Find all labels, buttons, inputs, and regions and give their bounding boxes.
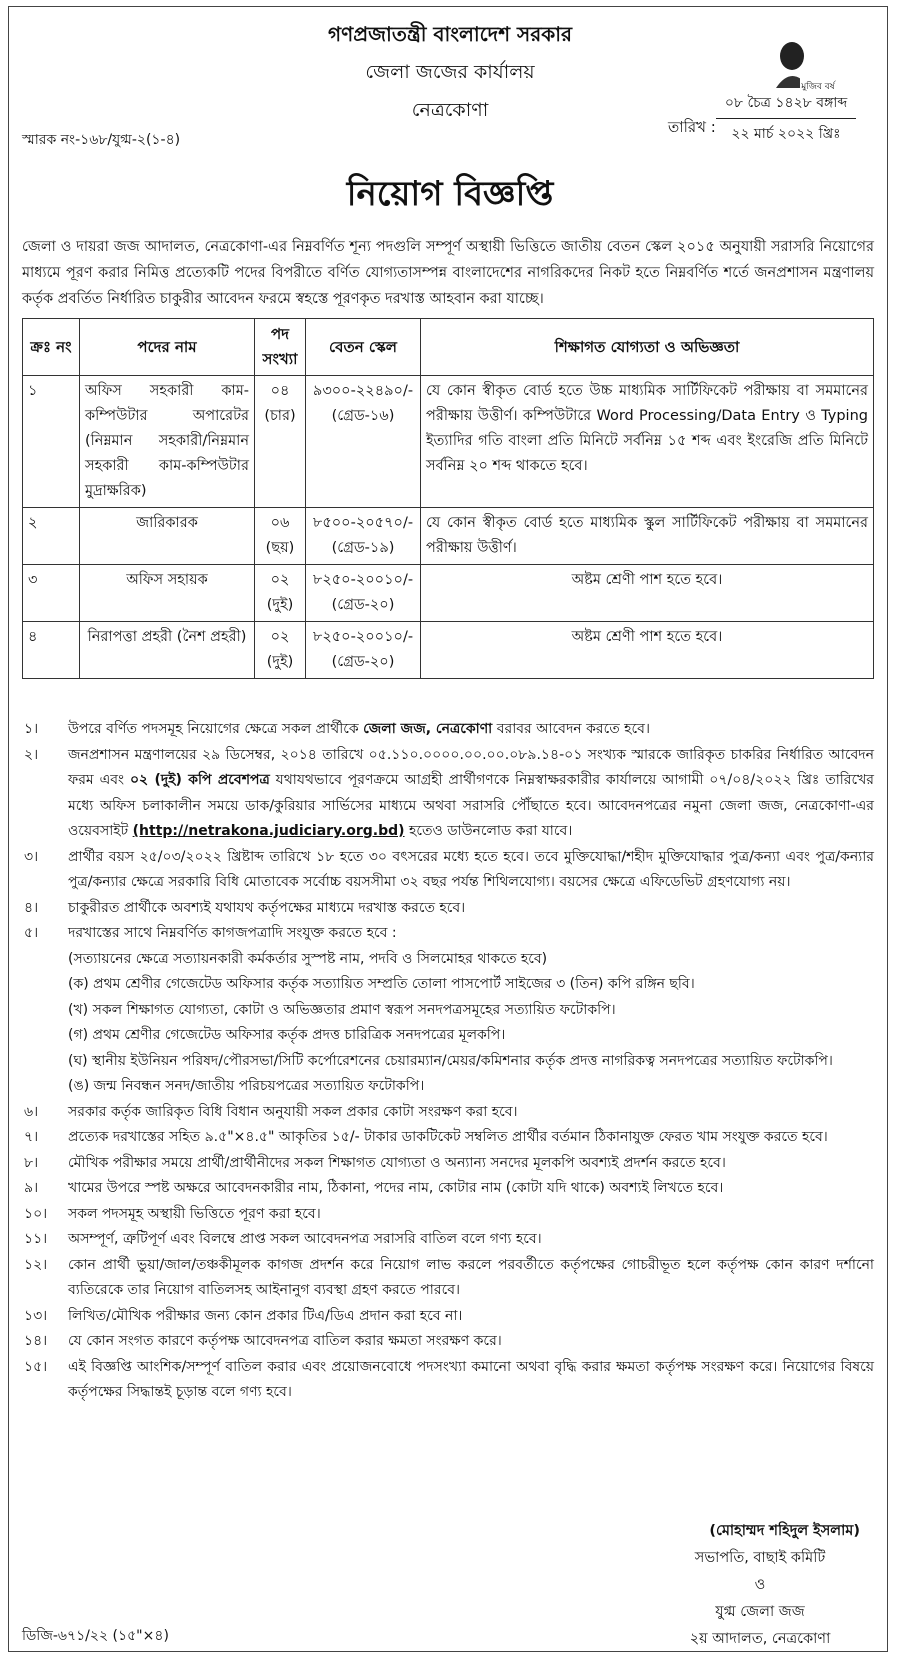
cell-qualification: যে কোন স্বীকৃত বোর্ড হতে উচ্চ মাধ্যমিক সার্টিফিকেট পরীক্ষায় বা সমমানের পরীক্ষায় উত্তীর্ণ। কম্পিউটারে Word Processing/Data Entry ও Typing ইত্যাদির গতি বাংলা প্রতি মিনিটে সর্বনিম্ন ১৫ শব্দ এবং ইংরেজি প্রতি মিনিটে সর্বনিম্ন ২০ শব্দ থাকতে হবে। bbox=[421, 376, 874, 508]
condition-text: যে কোন সংগত কারণে কর্তৃপক্ষ আবেদনপত্র বাতিল করার ক্ষমতা সংরক্ষণ করে। bbox=[68, 1333, 502, 1349]
condition-number: ১৫। bbox=[24, 1358, 48, 1375]
cell-serial: ২ bbox=[23, 508, 80, 565]
signatory-conjunction: ও bbox=[754, 1577, 766, 1593]
condition-text: লিখিত/মৌখিক পরীক্ষার জন্য কোন প্রকার টিএ/ডিএ প্রদান করা হবে না। bbox=[68, 1307, 463, 1324]
condition-bold-text: ০২ (দুই) কপি প্রবেশপত্র bbox=[129, 772, 270, 788]
cell-qualification: অষ্টম শ্রেণী পাশ হতে হবে। bbox=[421, 622, 874, 679]
page-title: নিয়োগ বিজ্ঞপ্তি bbox=[346, 174, 554, 214]
condition-number: ৮। bbox=[24, 1154, 39, 1171]
condition-text: সকল পদসমূহ অস্থায়ী ভিত্তিতে পূরণ করা হবে। bbox=[68, 1205, 321, 1222]
date-block bbox=[716, 88, 856, 149]
signatory-title: যুগ্ম জেলা জজ bbox=[715, 1604, 805, 1620]
condition-item bbox=[22, 1329, 874, 1355]
signatory-title: সভাপতি, বাছাই কমিটি bbox=[694, 1550, 826, 1566]
header-post-count: পদ সংখ্যা bbox=[255, 319, 306, 376]
signatory-court: ২য় আদালত, নেত্রকোণা bbox=[689, 1631, 831, 1647]
cell-qualification: যে কোন স্বীকৃত বোর্ড হতে মাধ্যমিক স্কুল সার্টিফিকেট পরীক্ষায় বা সমমানের পরীক্ষায় উত্তীর্ণ। bbox=[421, 508, 874, 565]
table-row bbox=[23, 508, 874, 565]
condition-text: হতেও ডাউনলোড করা যাবে। bbox=[404, 823, 573, 839]
cell-post-name: নিরাপত্তা প্রহরী (নৈশ প্রহরী) bbox=[80, 622, 255, 679]
condition-number: ১। bbox=[24, 721, 39, 737]
condition-text: খামের উপরে স্পষ্ট অক্ষরে আবেদনকারীর নাম, ঠিকানা, পদের নাম, কোটার নাম (কোটা যদি থাকে) অবশ্যই লিখতে হবে। bbox=[68, 1180, 724, 1196]
document-item: (ঙ) জন্ম নিবন্ধন সনদ/জাতীয় পরিচয়পত্রের সত্যায়িত ফটোকপি। bbox=[68, 1078, 425, 1094]
cell-pay-scale: ৮২৫০-২০০১০/- (গ্রেড-২০) bbox=[306, 622, 421, 679]
document-item: (গ) প্রথম শ্রেণীর গেজেটেড অফিসার কর্তৃক প্রদত্ত চারিত্রিক সনদপত্রের মূলকপি। bbox=[68, 1027, 506, 1043]
condition-text: এই বিজ্ঞপ্তি আংশিক/সম্পূর্ণ বাতিল করার এবং প্রয়োজনবোধে পদসংখ্যা কমানো অথবা বৃদ্ধি করার ক্ষমতা কর্তৃপক্ষ সংরক্ষণ করে। নিয়োগের বিষয়ে কর্তৃপক্ষের সিদ্ধান্তই চূড়ান্ত বলে গণ্য হবে। bbox=[68, 1358, 874, 1400]
office-name: জেলা জজের কার্যালয় bbox=[365, 61, 535, 83]
header-qualification: শিক্ষাগত যোগ্যতা ও অভিজ্ঞতা bbox=[421, 319, 874, 376]
date-english: ২২ মার্চ ২০২২ খ্রিঃ bbox=[731, 126, 841, 142]
header-pay-scale: বেতন স্কেল bbox=[306, 319, 421, 376]
condition-number: ৯। bbox=[24, 1180, 39, 1196]
posts-table bbox=[22, 318, 874, 679]
condition-number: ৭। bbox=[24, 1129, 39, 1145]
condition-text: উপরে বর্ণিত পদসমূহ নিয়োগের ক্ষেত্রে সকল প্রার্থীকে bbox=[68, 721, 364, 737]
condition-number: ৬। bbox=[24, 1103, 39, 1120]
condition-number: ২। bbox=[24, 746, 39, 763]
condition-number: ১২। bbox=[24, 1256, 48, 1273]
condition-text: মৌখিক পরীক্ষার সময়ে প্রার্থী/প্রার্থীনীদের সকল শিক্ষাগত যোগ্যতা ও অন্যান্য সনদের মূলকপি অবশ্যই প্রদর্শন করতে হবে। bbox=[68, 1154, 726, 1171]
intro-paragraph: জেলা ও দায়রা জজ আদালত, নেত্রকোণা-এর নিম্নবর্ণিত শূন্য পদগুলি সম্পূর্ণ অস্থায়ী ভিত্তিতে জাতীয় বেতন স্কেল ২০১৫ অনুযায়ী সরাসরি নিয়োগের মাধ্যমে পূরণ করার নিমিত্ত প্রত্যেকটি পদের বিপরীতে বর্ণিত যোগ্যতাসম্পন্ন বাংলাদেশের নাগরিকদের নিকট হতে নিম্নবর্ণিত শর্তে জনপ্রশাসন মন্ত্রণালয় কর্তৃক প্রবর্তিত নির্ধারিত চাকুরীর আবেদন ফরমে স্বহস্তে পূরণকৃত দরখাস্ত আহবান করা যাচ্ছে। bbox=[22, 239, 874, 307]
condition-text: সরকার কর্তৃক জারিকৃত বিধি বিধান অনুযায়ী সকল প্রকার কোটা সংরক্ষণ করা হবে। bbox=[68, 1103, 518, 1120]
condition-number: ১৩। bbox=[24, 1307, 48, 1324]
condition-bold-text: জেলা জজ, নেত্রকোণা bbox=[363, 721, 493, 737]
condition-text: বরাবর আবেদন করতে হবে। bbox=[492, 721, 650, 737]
website-link[interactable]: (http://netrakona.judiciary.org.bd) bbox=[132, 823, 405, 839]
condition-text: কোন প্রার্থী ভুয়া/জাল/তঞ্চকীমূলক কাগজ প্রদর্শন করে নিয়োগ লাভ করলে পরবর্তীতে কর্তৃপক্ষের গোচরীভূত হলে কর্তৃপক্ষ কোন কারণ দর্শানো ব্যতিরেকে তার নিয়োগ বাতিলসহ আইনানুগ ব্যবস্থা গ্রহণ করতে পারবে। bbox=[68, 1256, 874, 1298]
condition-item bbox=[22, 1227, 874, 1253]
condition-item bbox=[22, 1176, 874, 1202]
table-header-row bbox=[23, 319, 874, 376]
header-post-name: পদের নাম bbox=[80, 319, 255, 376]
condition-item bbox=[22, 1355, 874, 1406]
cell-pay-scale: ৯৩০০-২২৪৯০/- (গ্রেড-১৬) bbox=[306, 376, 421, 508]
condition-text: দরখাস্তের সাথে নিম্নবর্ণিত কাগজপত্রাদি সংযুক্ত করতে হবে : bbox=[68, 925, 397, 941]
condition-number: ১৪। bbox=[24, 1333, 48, 1349]
condition-item bbox=[22, 921, 874, 1100]
district-name: নেত্রকোণা bbox=[411, 99, 489, 121]
document-item: (ঘ) স্থানীয় ইউনিয়ন পরিষদ/পৌরসভা/সিটি কর্পোরেশনের চেয়ারম্যান/মেয়র/কমিশনার কর্তৃক প্রদত্ত নাগরিকত্ব সনদপত্রের সত্যায়িত ফটোকপি। bbox=[68, 1052, 833, 1069]
condition-item bbox=[22, 1125, 874, 1151]
document-item: (ক) প্রথম শ্রেণীর গেজেটেড অফিসার কর্তৃক সত্যায়িত সম্প্রতি তোলা পাসপোর্ট সাইজের ৩ (তিন) কপি রঙ্গিন ছবি। bbox=[68, 976, 695, 992]
condition-item bbox=[22, 896, 874, 922]
cell-post-name: অফিস সহায়ক bbox=[80, 565, 255, 622]
condition-item bbox=[22, 1253, 874, 1304]
condition-number: ১১। bbox=[24, 1231, 48, 1247]
cell-qualification: অষ্টম শ্রেণী পাশ হতে হবে। bbox=[421, 565, 874, 622]
cell-post-count: ০২ (দুই) bbox=[255, 622, 306, 679]
date-bangla: ০৮ চৈত্র ১৪২৮ বঙ্গাব্দ bbox=[716, 88, 856, 119]
cell-post-name: অফিস সহকারী কাম-কম্পিউটার অপারেটর (নিম্নমান সহকারী/নিম্নমান সহকারী কাম-কম্পিউটার মুদ্রাক্ষরিক) bbox=[80, 376, 255, 508]
condition-text: অসম্পূর্ণ, ত্রুটিপূর্ণ এবং বিলম্বে প্রাপ্ত সকল আবেদনপত্র সরাসরি বাতিল বলে গণ্য হবে। bbox=[68, 1231, 542, 1247]
condition-number: ৪। bbox=[24, 899, 39, 916]
document-note: (সত্যায়নের ক্ষেত্রে সত্যায়নকারী কর্মকর্তার সুস্পষ্ট নাম, পদবি ও সিলমোহর থাকতে হবে) bbox=[68, 950, 548, 967]
cell-serial: ১ bbox=[23, 376, 80, 508]
cell-post-count: ০৬ (ছয়) bbox=[255, 508, 306, 565]
condition-item bbox=[22, 1151, 874, 1177]
condition-text: যথাযথভাবে পূরণক্রমে আগ্রহী প্রার্থীগণকে নিম্নস্বাক্ষরকারীর কার্যালয়ে আগামী ০৭/০৪/২০২২ খ্রিঃ তারিখের মধ্যে অফিস চলাকালীন সময়ে ডাক/কুরিয়ার সার্ভিসের মাধ্যমে অথবা সরাসরি পৌঁছাতে হবে। আবেদনপত্রের নমুনা জেলা জজ, নেত্রকোণা-এর ওয়েবসাইট bbox=[68, 772, 874, 839]
condition-item bbox=[22, 1100, 874, 1126]
cell-post-name: জারিকারক bbox=[80, 508, 255, 565]
condition-item bbox=[22, 1304, 874, 1330]
government-name: গণপ্রজাতন্ত্রী বাংলাদেশ সরকার bbox=[328, 22, 572, 46]
table-row bbox=[23, 565, 874, 622]
document-item: (খ) সকল শিক্ষাগত যোগ্যতা, কোটা ও অভিজ্ঞতার প্রমাণ স্বরূপ সনদপত্রসমূহের সত্যায়িত ফটোকপি। bbox=[68, 1001, 616, 1018]
header-serial: ক্রঃ নং bbox=[23, 319, 80, 376]
condition-item bbox=[22, 845, 874, 896]
condition-text: জনপ্রশাসন মন্ত্রণালয়ের ২৯ ডিসেম্বর, ২০১৪ তারিখে ০৫.১১০.০০০০.০০.০০.০৮৯.১৪-০১ সংখ্যক স্মারকে জারিকৃত চাকরির নির্ধারিত আবেদন ফরম এবং bbox=[68, 746, 874, 788]
memo-number: স্মারক নং-১৬৮/যুগ্ম-২(১-৪) bbox=[22, 132, 181, 148]
cell-pay-scale: ৮২৫০-২০০১০/- (গ্রেড-২০) bbox=[306, 565, 421, 622]
conditions-list bbox=[22, 717, 874, 1406]
condition-number: ৩। bbox=[24, 848, 39, 865]
date-label: তারিখ : bbox=[668, 118, 716, 136]
table-row bbox=[23, 376, 874, 508]
cell-serial: ৩ bbox=[23, 565, 80, 622]
condition-item bbox=[22, 1202, 874, 1228]
condition-item bbox=[22, 717, 874, 743]
cell-post-count: ০২ (দুই) bbox=[255, 565, 306, 622]
condition-number: ৫। bbox=[24, 925, 39, 941]
signatory-name: (মোহাম্মদ শহিদুল ইসলাম) bbox=[709, 1523, 860, 1539]
condition-text: প্রার্থীর বয়স ২৫/০৩/২০২২ খ্রিষ্টাব্দ তারিখে ১৮ হতে ৩০ বৎসরের মধ্যে হতে হবে। তবে মুক্তিযোদ্ধা/শহীদ মুক্তিযোদ্ধার পুত্র/কন্যা এবং পুত্র/কন্যার পুত্র/কন্যার ক্ষেত্রে সরকারি বিধি মোতাবেক সর্বোচ্চ বয়সসীমা ৩২ বছর পর্যন্ত শিথিলযোগ্য। বয়সের ক্ষেত্রে এফিডেভিট গ্রহণযোগ্য নয়। bbox=[68, 848, 874, 890]
condition-text: চাকুরীরত প্রার্থীকে অবশ্যই যথাযথ কর্তৃপক্ষের মাধ্যমে দরখাস্ত করতে হবে। bbox=[68, 899, 466, 916]
print-code: ডিজি-৬৭১/২২ (১৫"×৪) bbox=[22, 1628, 169, 1644]
cell-pay-scale: ৮৫০০-২০৫৭০/- (গ্রেড-১৯) bbox=[306, 508, 421, 565]
table-row bbox=[23, 622, 874, 679]
logo-text: মুজিব বর্ষ bbox=[801, 82, 835, 92]
cell-post-count: ০৪ (চার) bbox=[255, 376, 306, 508]
condition-item bbox=[22, 743, 874, 845]
signature-block bbox=[600, 1518, 860, 1653]
condition-number: ১০। bbox=[24, 1205, 48, 1222]
cell-serial: ৪ bbox=[23, 622, 80, 679]
condition-text: প্রত্যেক দরখাস্তের সহিত ৯.৫"×৪.৫" আকৃতির ১৫/- টাকার ডাকটিকেট সম্বলিত প্রার্থীর বর্তমান ঠিকানাযুক্ত ফেরত খাম সংযুক্ত করতে হবে। bbox=[68, 1129, 828, 1145]
